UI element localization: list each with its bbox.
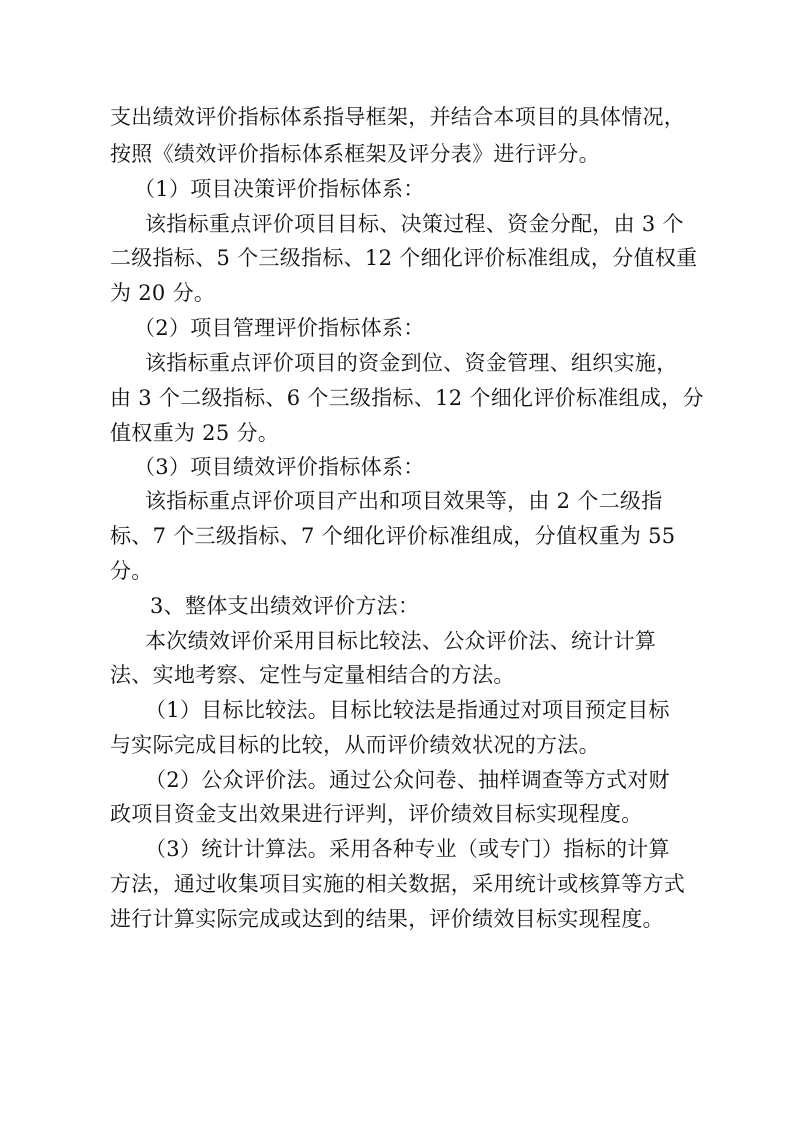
paragraph-line: 该指标重点评价项目的资金到位、资金管理、组织实施， [145,351,678,375]
paragraph-line: 值权重为 25 分。 [110,421,280,445]
paragraph-line: 政项目资金支出效果进行评判，评价绩效目标实现程度。 [110,802,643,826]
paragraph-line: 二级指标、5 个三级指标、12 个细化评价标准组成，分值权重 [110,246,698,270]
paragraph-line: 标、7 个三级指标、7 个细化评价标准组成，分值权重为 55 [110,524,676,548]
paragraph-line: （1）目标比较法。目标比较法是指通过对项目预定目标 [145,698,670,722]
paragraph-line: 为 20 分。 [110,281,216,305]
paragraph-line: 方法，通过收集项目实施的相关数据，采用统计或核算等方式 [110,872,686,896]
paragraph-line: 法、实地考察、定性与定量相结合的方法。 [110,663,515,687]
section-heading: （2）项目管理评价指标体系： [134,316,425,340]
paragraph-line: 与实际完成目标的比较，从而评价绩效状况的方法。 [110,733,600,757]
paragraph-line: （2）公众评价法。通过公众问卷、抽样调查等方式对财 [145,768,670,792]
paragraph-line: 本次绩效评价采用目标比较法、公众评价法、统计计算 [145,629,657,653]
paragraph-line: （3）统计计算法。采用各种专业（或专门）指标的计算 [145,837,670,861]
paragraph-line: 支出绩效评价指标体系指导框架，并结合本项目的具体情况， [110,105,686,129]
paragraph-line: 该指标重点评价项目目标、决策过程、资金分配，由 3 个 [145,212,684,236]
section-heading: （1）项目决策评价指标体系： [134,177,425,201]
paragraph-line: 由 3 个二级指标、6 个三级指标、12 个细化评价标准组成，分 [110,386,704,410]
paragraph-line: 该指标重点评价项目产出和项目效果等，由 2 个二级指 [145,489,663,513]
section-heading: （3）项目绩效评价指标体系： [134,455,425,479]
paragraph-line: 进行计算实际完成或达到的结果，评价绩效目标实现程度。 [110,907,664,931]
paragraph-line: 分。 [110,559,153,583]
section-heading: 3、整体支出绩效评价方法： [150,594,420,618]
paragraph-line: 按照《绩效评价指标体系框架及评分表》进行评分。 [110,142,600,166]
